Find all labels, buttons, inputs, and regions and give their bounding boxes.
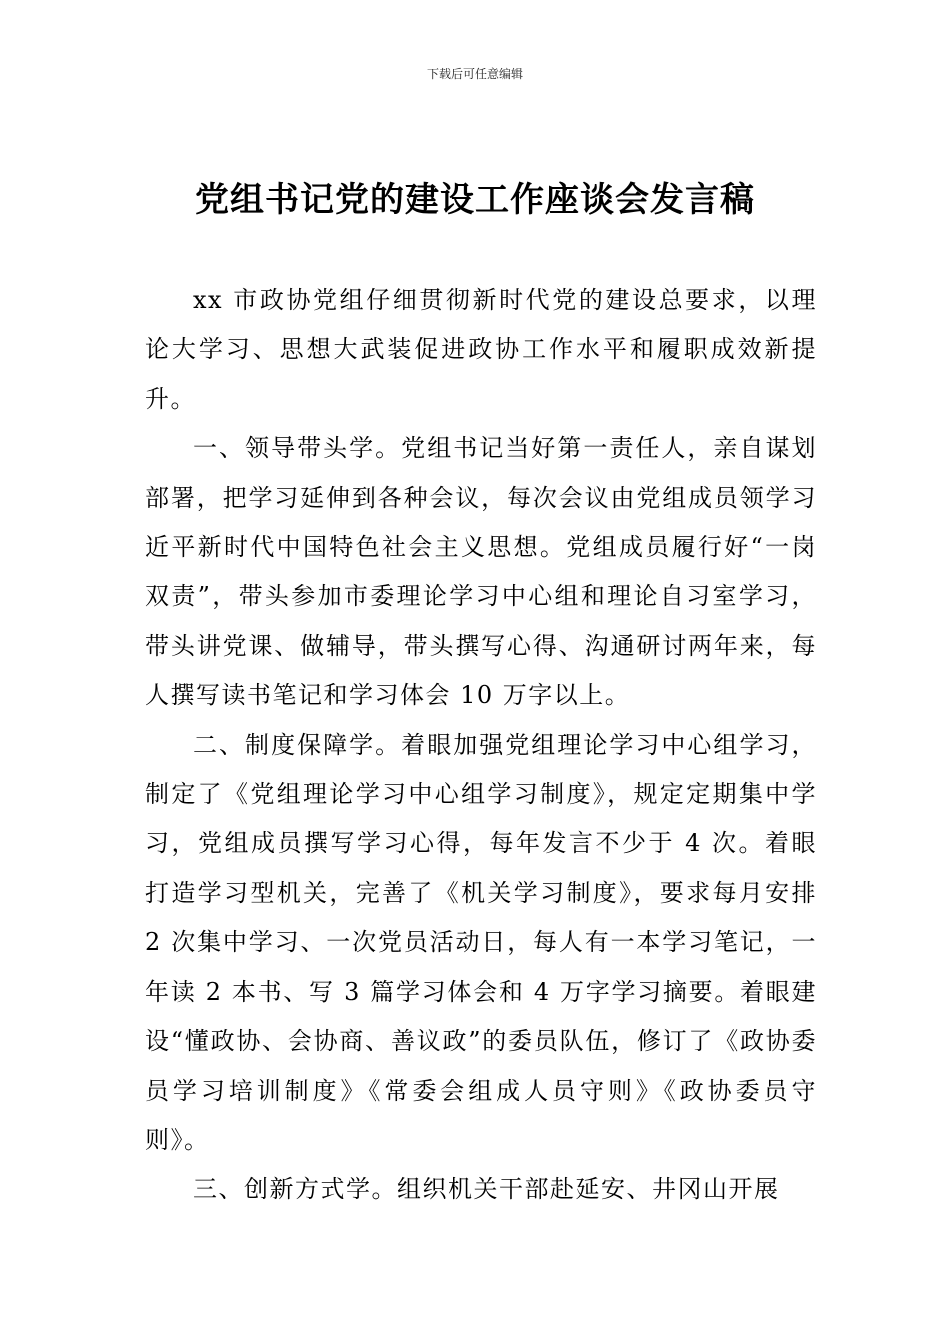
paragraph-section-3: 三、创新方式学。组织机关干部赴延安、井冈山开展 (193, 1175, 780, 1204)
document-body (145, 276, 817, 1215)
paragraph-section-2: 二、制度保障学。着眼加强党组理论学习中心组学习，制定了《党组理论学习中心组学习制度》，规定定期集中学习，党组成员撰写学习心得，每年发言不少于 4 次。着眼打造学习型机关，完善了《机关学习制度》，要求每月安排 2 次集中学习、一次党员活动日，每人有一本学习笔记，一年读 2 本书、写 3 篇学习体会和 4 万字学习摘要。着眼建设“懂政协、会协商、善议政”的委员队伍，修订了《政协委员学习培训制度》《常委会组成人员守则》《政协委员守则》。 (145, 730, 817, 1154)
paragraph-section-1: 一、领导带头学。党组书记当好第一责任人，亲自谋划部署，把学习延伸到各种会议，每次会议由党组成员领学习近平新时代中国特色社会主义思想。党组成员履行好“一岗双责”，带头参加市委理论学习中心组和理论自习室学习，带头讲党课、做辅导，带头撰写心得、沟通研讨两年来，每人撰写读书笔记和学习体会 10 万字以上。 (145, 434, 817, 710)
paragraph-intro: xx 市政协党组仔细贯彻新时代党的建设总要求，以理论大学习、思想大武装促进政协工作水平和履职成效新提升。 (145, 286, 817, 413)
header-note: 下载后可任意编辑 (426, 67, 523, 81)
document-title: 党组书记党的建设工作座谈会发言稿 (195, 180, 755, 220)
